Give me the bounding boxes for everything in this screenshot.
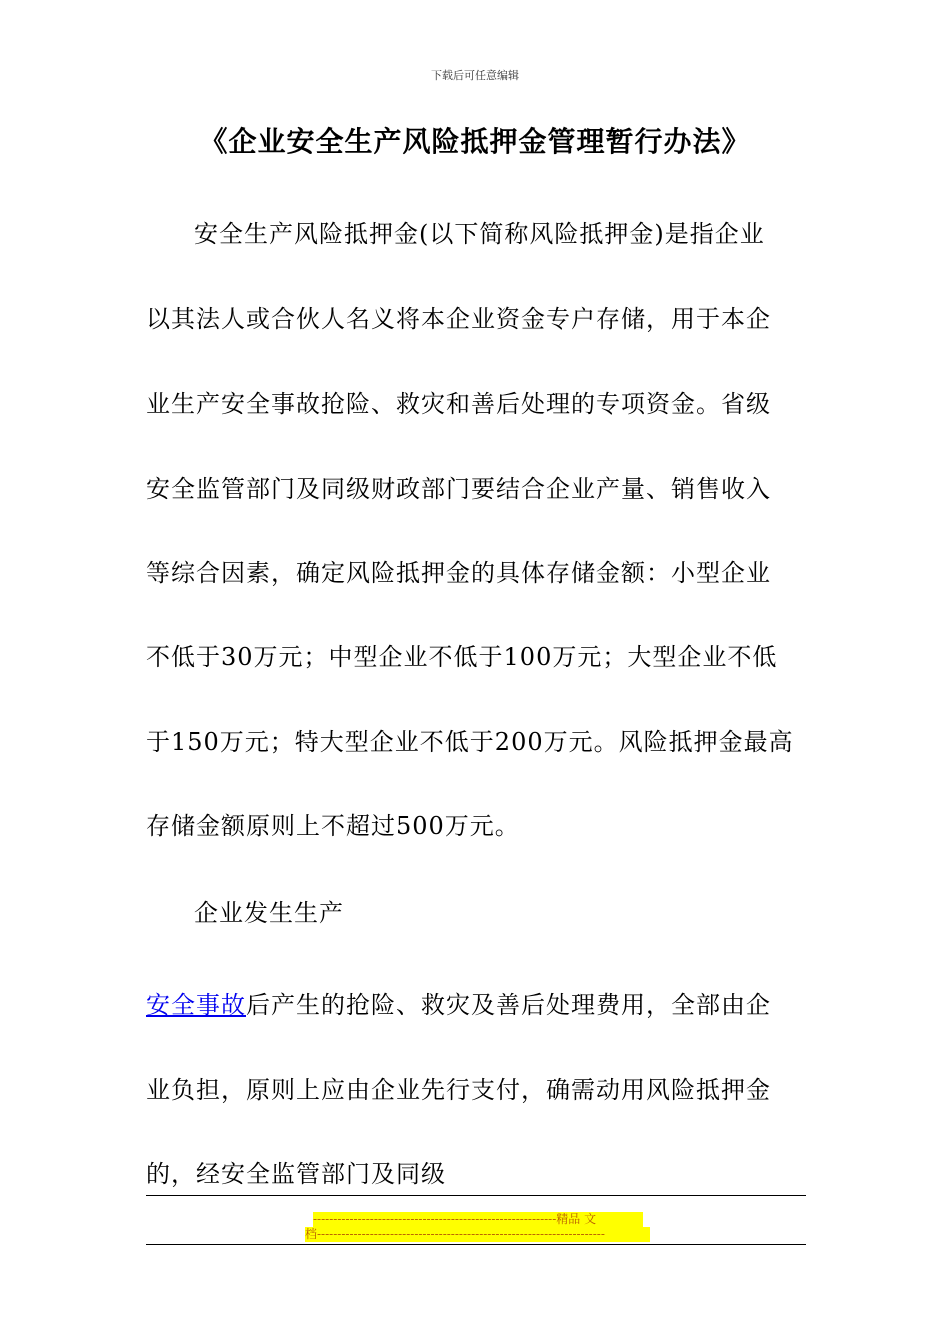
footer-rule-top bbox=[146, 1195, 806, 1196]
paragraph-line: 安全监管部门及同级财政部门要结合企业产量、销售收入 bbox=[146, 475, 771, 503]
paragraph-line: 业生产安全事故抢险、救灾和善后处理的专项资金。省级 bbox=[146, 390, 771, 418]
paragraph-line-with-link bbox=[146, 990, 771, 1020]
footer-watermark bbox=[305, 1212, 650, 1242]
paragraph-line: 的，经安全监管部门及同级 bbox=[146, 1160, 446, 1188]
paragraph-intro: 企业发生生产 bbox=[194, 899, 344, 927]
paragraph-line: 存储金额原则上不超过500万元。 bbox=[146, 812, 520, 840]
paragraph-line: 以其法人或合伙人名义将本企业资金专户存储，用于本企 bbox=[146, 305, 771, 333]
footer-line: ------------------------------------------------------------精品 文 bbox=[313, 1212, 643, 1227]
paragraph-line: 业负担，原则上应由企业先行支付，确需动用风险抵押金 bbox=[146, 1076, 771, 1104]
header-note: 下载后可任意编辑 bbox=[431, 69, 519, 82]
paragraph-line: 于150万元；特大型企业不低于200万元。风险抵押金最高 bbox=[146, 728, 794, 756]
paragraph-line-text: 后产生的抢险、救灾及善后处理费用，全部由企 bbox=[246, 991, 771, 1019]
paragraph-line: 等综合因素，确定风险抵押金的具体存储金额：小型企业 bbox=[146, 559, 771, 587]
paragraph-line: 安全生产风险抵押金(以下简称风险抵押金)是指企业 bbox=[194, 220, 765, 248]
document-title: 《企业安全生产风险抵押金管理暂行办法》 bbox=[199, 125, 751, 158]
safety-accident-link[interactable]: 安全事故 bbox=[146, 991, 246, 1019]
footer-rule-bottom bbox=[146, 1244, 806, 1245]
footer-line: 档----------------------------------------------------------------------- bbox=[305, 1227, 650, 1242]
paragraph-line: 不低于30万元；中型企业不低于100万元；大型企业不低 bbox=[146, 643, 778, 671]
